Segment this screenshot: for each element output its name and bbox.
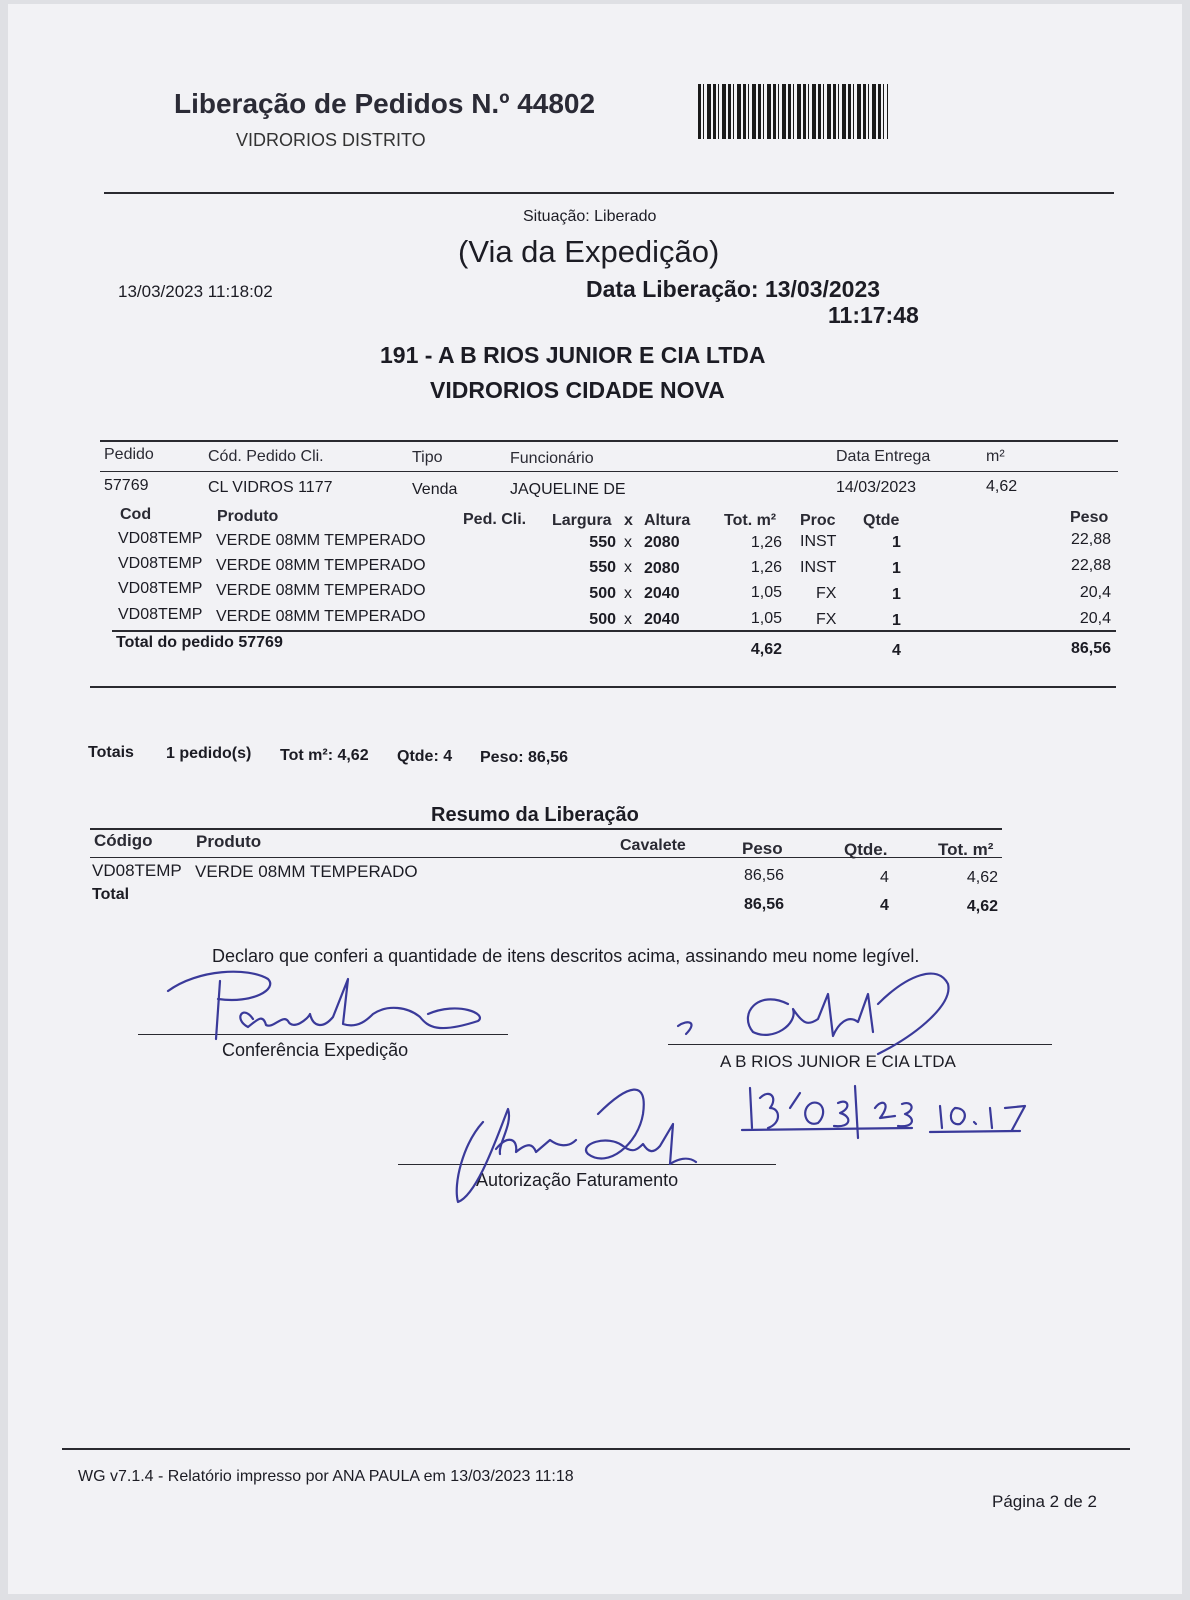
summary-row-peso: 86,56 xyxy=(743,867,784,884)
item-cod: VD08TEMP xyxy=(118,580,203,597)
item-proc: INST xyxy=(800,559,837,576)
handwritten-signature-cliente xyxy=(668,964,968,1074)
summary-col-tot-m2: Tot. m² xyxy=(938,840,994,859)
item-col-cod: Cod xyxy=(120,506,152,523)
item-produto: VERDE 08MM TEMPERADO xyxy=(216,557,426,574)
order-delivery-date: 14/03/2023 xyxy=(836,479,917,496)
item-x: x xyxy=(624,611,632,628)
print-timestamp: 13/03/2023 11:18:02 xyxy=(118,282,273,301)
summary-row-codigo: VD08TEMP xyxy=(92,861,182,880)
order-total-qtde: 4 xyxy=(892,642,901,659)
col-funcionario: Funcionário xyxy=(510,450,594,467)
totals-orders: 1 pedido(s) xyxy=(166,745,252,762)
item-col-qtde: Qtde xyxy=(863,512,900,529)
order-section-divider xyxy=(90,686,1116,688)
barcode xyxy=(698,84,888,139)
item-col-x: x xyxy=(624,512,633,529)
item-produto: VERDE 08MM TEMPERADO xyxy=(216,608,426,625)
summary-row-qtde: 4 xyxy=(880,869,889,886)
item-qtde: 1 xyxy=(892,586,901,603)
item-qtde: 1 xyxy=(892,612,901,629)
status-text: Situação: Liberado xyxy=(523,208,657,225)
item-col-altura: Altura xyxy=(644,512,691,529)
order-employee: JAQUELINE DE xyxy=(510,481,626,498)
declaration-text: Declaro que conferi a quantidade de itens descritos acima, assinando meu nome legível. xyxy=(212,946,920,966)
item-largura: 500 xyxy=(589,585,616,602)
item-altura: 2040 xyxy=(644,585,680,602)
item-peso: 22,88 xyxy=(1070,531,1111,548)
footer-printed-by: WG v7.1.4 - Relatório impresso por ANA PAULA em 13/03/2023 11:18 xyxy=(78,1468,574,1485)
summary-header-rule xyxy=(90,857,1002,858)
summary-col-produto: Produto xyxy=(196,832,262,851)
order-total-m2: 4,62 xyxy=(750,641,782,658)
order-header-rule xyxy=(100,471,1118,472)
col-data-entrega: Data Entrega xyxy=(836,448,931,465)
order-m2: 4,62 xyxy=(986,478,1018,495)
summary-col-cavalete: Cavalete xyxy=(620,837,686,854)
totals-label: Totais xyxy=(88,744,134,761)
client-name: 191 - A B RIOS JUNIOR E CIA LTDA xyxy=(380,342,766,368)
col-m2: m² xyxy=(986,448,1005,465)
release-date: Data Liberação: 13/03/2023 xyxy=(586,276,881,302)
item-produto: VERDE 08MM TEMPERADO xyxy=(216,582,426,599)
item-x: x xyxy=(624,585,632,602)
item-tot-m2: 1,26 xyxy=(750,534,782,551)
item-col-largura: Largura xyxy=(552,512,612,529)
footer-rule xyxy=(62,1448,1130,1450)
handwritten-signature-conferencia xyxy=(158,959,498,1049)
company-name: VIDRORIOS DISTRITO xyxy=(236,130,426,150)
order-client-code: CL VIDROS 1177 xyxy=(208,479,333,496)
copy-type: (Via da Expedição) xyxy=(458,234,720,269)
item-altura: 2080 xyxy=(644,560,680,577)
summary-col-qtde: Qtde. xyxy=(844,840,888,859)
items-total-rule xyxy=(112,630,1116,632)
col-tipo: Tipo xyxy=(412,449,443,466)
totals-peso: Peso: 86,56 xyxy=(480,749,569,766)
item-largura: 550 xyxy=(589,559,616,576)
summary-total-qtde: 4 xyxy=(880,897,889,914)
document-title: Liberação de Pedidos N.º 44802 xyxy=(174,88,596,119)
item-altura: 2040 xyxy=(644,611,680,628)
item-x: x xyxy=(624,534,632,551)
summary-top-rule xyxy=(90,828,1002,830)
item-tot-m2: 1,05 xyxy=(750,584,782,601)
item-peso: 20,4 xyxy=(1079,584,1111,601)
item-col-peso: Peso xyxy=(1070,509,1109,526)
item-col-tot-m2: Tot. m² xyxy=(724,512,777,529)
signature-label-cliente: A B RIOS JUNIOR E CIA LTDA xyxy=(720,1052,956,1071)
item-largura: 500 xyxy=(589,611,616,628)
summary-total-label: Total xyxy=(92,886,130,903)
item-x: x xyxy=(624,559,632,576)
footer-page-number: Página 2 de 2 xyxy=(992,1492,1097,1511)
order-number: 57769 xyxy=(104,477,149,494)
order-total-peso: 86,56 xyxy=(1070,640,1111,657)
item-qtde: 1 xyxy=(892,534,901,551)
item-col-ped-cli: Ped. Cli. xyxy=(463,511,527,528)
signature-label-conferencia: Conferência Expedição xyxy=(222,1040,409,1060)
item-col-produto: Produto xyxy=(217,508,279,525)
handwritten-signature-autorizacao xyxy=(438,1074,738,1214)
summary-title: Resumo da Liberação xyxy=(431,804,639,826)
summary-total-peso: 86,56 xyxy=(743,896,784,913)
item-tot-m2: 1,26 xyxy=(750,559,782,576)
col-cod-pedido-cli: Cód. Pedido Cli. xyxy=(208,448,324,465)
item-cod: VD08TEMP xyxy=(118,606,203,623)
header-divider xyxy=(104,192,1114,194)
item-proc: FX xyxy=(816,611,837,628)
summary-col-codigo: Código xyxy=(94,831,153,850)
totals-m2: Tot m²: 4,62 xyxy=(280,747,369,764)
signature-label-autorizacao: Autorização Faturamento xyxy=(476,1170,679,1190)
item-produto: VERDE 08MM TEMPERADO xyxy=(216,532,426,549)
item-altura: 2080 xyxy=(644,534,680,551)
col-pedido: Pedido xyxy=(104,446,154,463)
order-total-label: Total do pedido 57769 xyxy=(116,634,283,651)
item-peso: 22,88 xyxy=(1070,557,1111,574)
item-cod: VD08TEMP xyxy=(118,555,203,572)
summary-row-tot-m2: 4,62 xyxy=(966,869,998,886)
item-qtde: 1 xyxy=(892,560,901,577)
summary-row-produto: VERDE 08MM TEMPERADO xyxy=(195,862,418,881)
summary-total-tot-m2: 4,62 xyxy=(966,898,998,915)
summary-col-peso: Peso xyxy=(742,839,783,858)
item-proc: FX xyxy=(816,585,837,602)
item-col-proc: Proc xyxy=(800,512,836,529)
release-time: 11:17:48 xyxy=(828,302,919,328)
document-page xyxy=(8,4,1182,1594)
item-peso: 20,4 xyxy=(1079,610,1111,627)
totals-qtde: Qtde: 4 xyxy=(397,748,453,765)
item-cod: VD08TEMP xyxy=(118,530,203,547)
order-type: Venda xyxy=(412,481,458,498)
client-store: VIDRORIOS CIDADE NOVA xyxy=(430,377,725,403)
order-table-top-rule xyxy=(100,440,1118,442)
handwritten-date xyxy=(730,1068,1050,1158)
item-tot-m2: 1,05 xyxy=(750,610,782,627)
item-largura: 550 xyxy=(589,534,616,551)
item-proc: INST xyxy=(800,533,837,550)
